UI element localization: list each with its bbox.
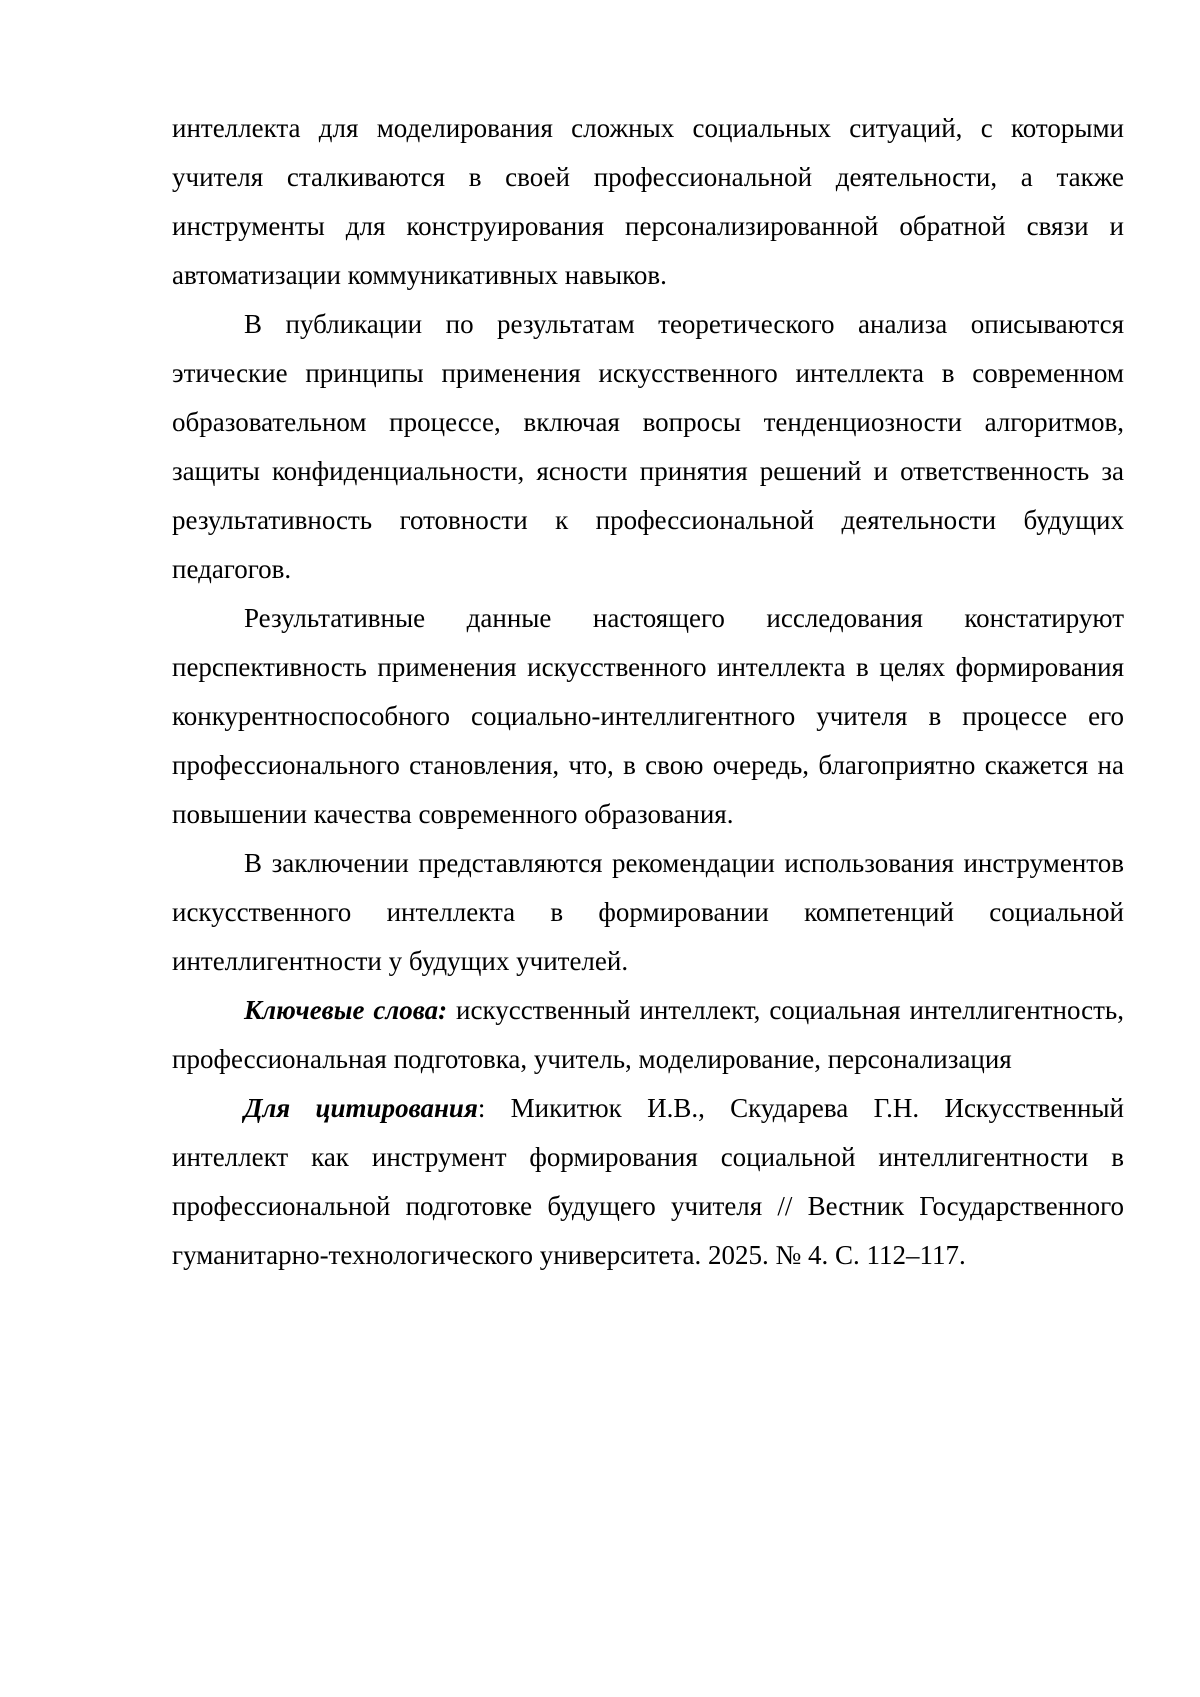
citation-paragraph [172, 1084, 1124, 1280]
keywords-paragraph [172, 986, 1124, 1084]
keywords-text: искусственный интеллект, социальная интеллигентность, профессиональная подготовка, учитель, моделирование, персонализация [172, 995, 1124, 1074]
paragraph-results: Результативные данные настоящего исследования констатируют перспективность применения искусственного интеллекта в целях формирования конкурентноспособного социально-интеллигентного учителя в процессе его профессионального становления, что, в свою очередь, благоприятно скажется на повышении качества современного образования. [172, 603, 1124, 829]
keywords-label: Ключевые слова: [244, 995, 448, 1025]
paragraph-ethics: В публикации по результатам теоретического анализа описываются этические принципы применения искусственного интеллекта в современном образовательном процессе, включая вопросы тенденциозности алгоритмов, защиты конфиденциальности, ясности принятия решений и ответственность за результативность готовности к профессиональной деятельности будущих педагогов. [172, 309, 1124, 584]
document-page [172, 104, 1124, 1280]
paragraph-continuation: интеллекта для моделирования сложных социальных ситуаций, с которыми учителя сталкиваются в своей профессиональной деятельности, а также инструменты для конструирования персонализированной обратной связи и автоматизации коммуникативных навыков. [172, 113, 1124, 290]
citation-text: : Микитюк И.В., Скударева Г.Н. Искусственный интеллект как инструмент формирования социальной интеллигентности в профессиональной подготовке будущего учителя // Вестник Государственного гуманитарно-технологического университета. 2025. № 4. С. 112–117. [172, 1093, 1124, 1270]
paragraph-conclusion: В заключении представляются рекомендации использования инструментов искусственного интеллекта в формировании компетенций социальной интеллигентности у будущих учителей. [172, 848, 1124, 976]
citation-label: Для цитирования [244, 1093, 478, 1123]
